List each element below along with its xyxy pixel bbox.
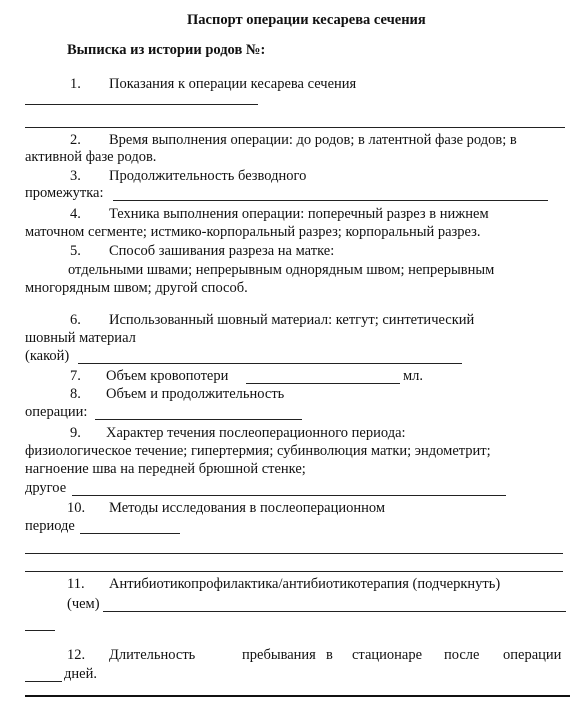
item-6-answer-line[interactable] xyxy=(78,363,462,364)
item-10-number: 10. xyxy=(67,500,86,516)
item-5-number: 5. xyxy=(70,243,81,259)
item-12-answer-line[interactable] xyxy=(25,681,62,682)
item-7-unit: мл. xyxy=(403,368,424,384)
page-subtitle: Выписка из истории родов №: xyxy=(67,42,266,58)
item-10-text: Методы исследования в послеоперационном xyxy=(109,500,386,516)
item-1-answer-line-2[interactable] xyxy=(25,127,565,128)
item-10-answer-line[interactable] xyxy=(80,533,180,534)
item-6-text: Использованный шовный материал: кетгут; синтетический xyxy=(109,312,475,328)
item-3-answer-line[interactable] xyxy=(113,200,548,201)
item-11-number: 11. xyxy=(67,576,85,592)
item-6-continuation: шовный материал xyxy=(25,330,136,346)
item-10-answer-line-3[interactable] xyxy=(25,571,563,572)
item-7-answer-line[interactable] xyxy=(246,383,400,384)
item-5-options-2: многорядным швом; другой способ. xyxy=(25,280,248,296)
item-9-options-2: нагноение шва на передней брюшной стенке; xyxy=(25,461,306,477)
item-12-number: 12. xyxy=(67,647,86,663)
item-11-with-what-label: (чем) xyxy=(67,596,100,612)
item-12-word-4: стационаре xyxy=(352,647,423,663)
item-1-text: Показания к операции кесарева сечения xyxy=(109,76,357,92)
item-4-number: 4. xyxy=(70,206,81,222)
item-6-number: 6. xyxy=(70,312,81,328)
item-4-continuation: маточном сегменте; истмико-корпоральный разрез; корпоральный разрез. xyxy=(25,224,481,240)
item-3-number: 3. xyxy=(70,168,81,184)
item-2-continuation: активной фазе родов. xyxy=(25,149,157,165)
item-10-continuation: периоде xyxy=(25,518,75,534)
item-9-number: 9. xyxy=(70,425,81,441)
bottom-rule xyxy=(25,695,570,697)
item-12-word-3: в xyxy=(326,647,333,663)
item-11-text: Антибиотикопрофилактика/антибиотикотерапия (подчеркнуть) xyxy=(109,576,501,592)
item-4-text: Техника выполнения операции: поперечный разрез в нижнем xyxy=(109,206,489,222)
item-9-other-label: другое xyxy=(25,480,67,496)
item-1-number: 1. xyxy=(70,76,81,92)
item-8-answer-line[interactable] xyxy=(95,419,302,420)
item-2-text: Время выполнения операции: до родов; в латентной фазе родов; в xyxy=(109,132,517,148)
item-9-text: Характер течения послеоперационного периода: xyxy=(106,425,406,441)
item-12-word-6: операции xyxy=(503,647,562,663)
item-8-continuation: операции: xyxy=(25,404,88,420)
item-12-word-1: Длительность xyxy=(109,647,196,663)
item-5-options-1: отдельными швами; непрерывным однорядным швом; непрерывным xyxy=(68,262,495,278)
item-11-answer-line[interactable] xyxy=(103,611,566,612)
item-10-answer-line-2[interactable] xyxy=(25,553,563,554)
item-8-text: Объем и продолжительность xyxy=(106,386,285,402)
item-5-text: Способ зашивания разреза на матке: xyxy=(109,243,335,259)
item-12-days-label: дней. xyxy=(64,666,97,682)
item-12-word-2: пребывания xyxy=(242,647,316,663)
item-7-text: Объем кровопотери xyxy=(106,368,229,384)
item-1-answer-line[interactable] xyxy=(25,104,258,105)
item-3-text: Продолжительность безводного xyxy=(109,168,307,184)
item-6-which-label: (какой) xyxy=(25,348,70,364)
item-11-answer-line-2[interactable] xyxy=(25,630,55,631)
item-7-number: 7. xyxy=(70,368,81,384)
page-title: Паспорт операции кесарева сечения xyxy=(187,12,426,28)
item-2-number: 2. xyxy=(70,132,81,148)
item-12-word-5: после xyxy=(444,647,480,663)
item-8-number: 8. xyxy=(70,386,81,402)
item-9-answer-line[interactable] xyxy=(72,495,506,496)
item-9-options-1: физиологическое течение; гипертермия; субинволюция матки; эндометрит; xyxy=(25,443,491,459)
item-3-continuation: промежутка: xyxy=(25,185,104,201)
